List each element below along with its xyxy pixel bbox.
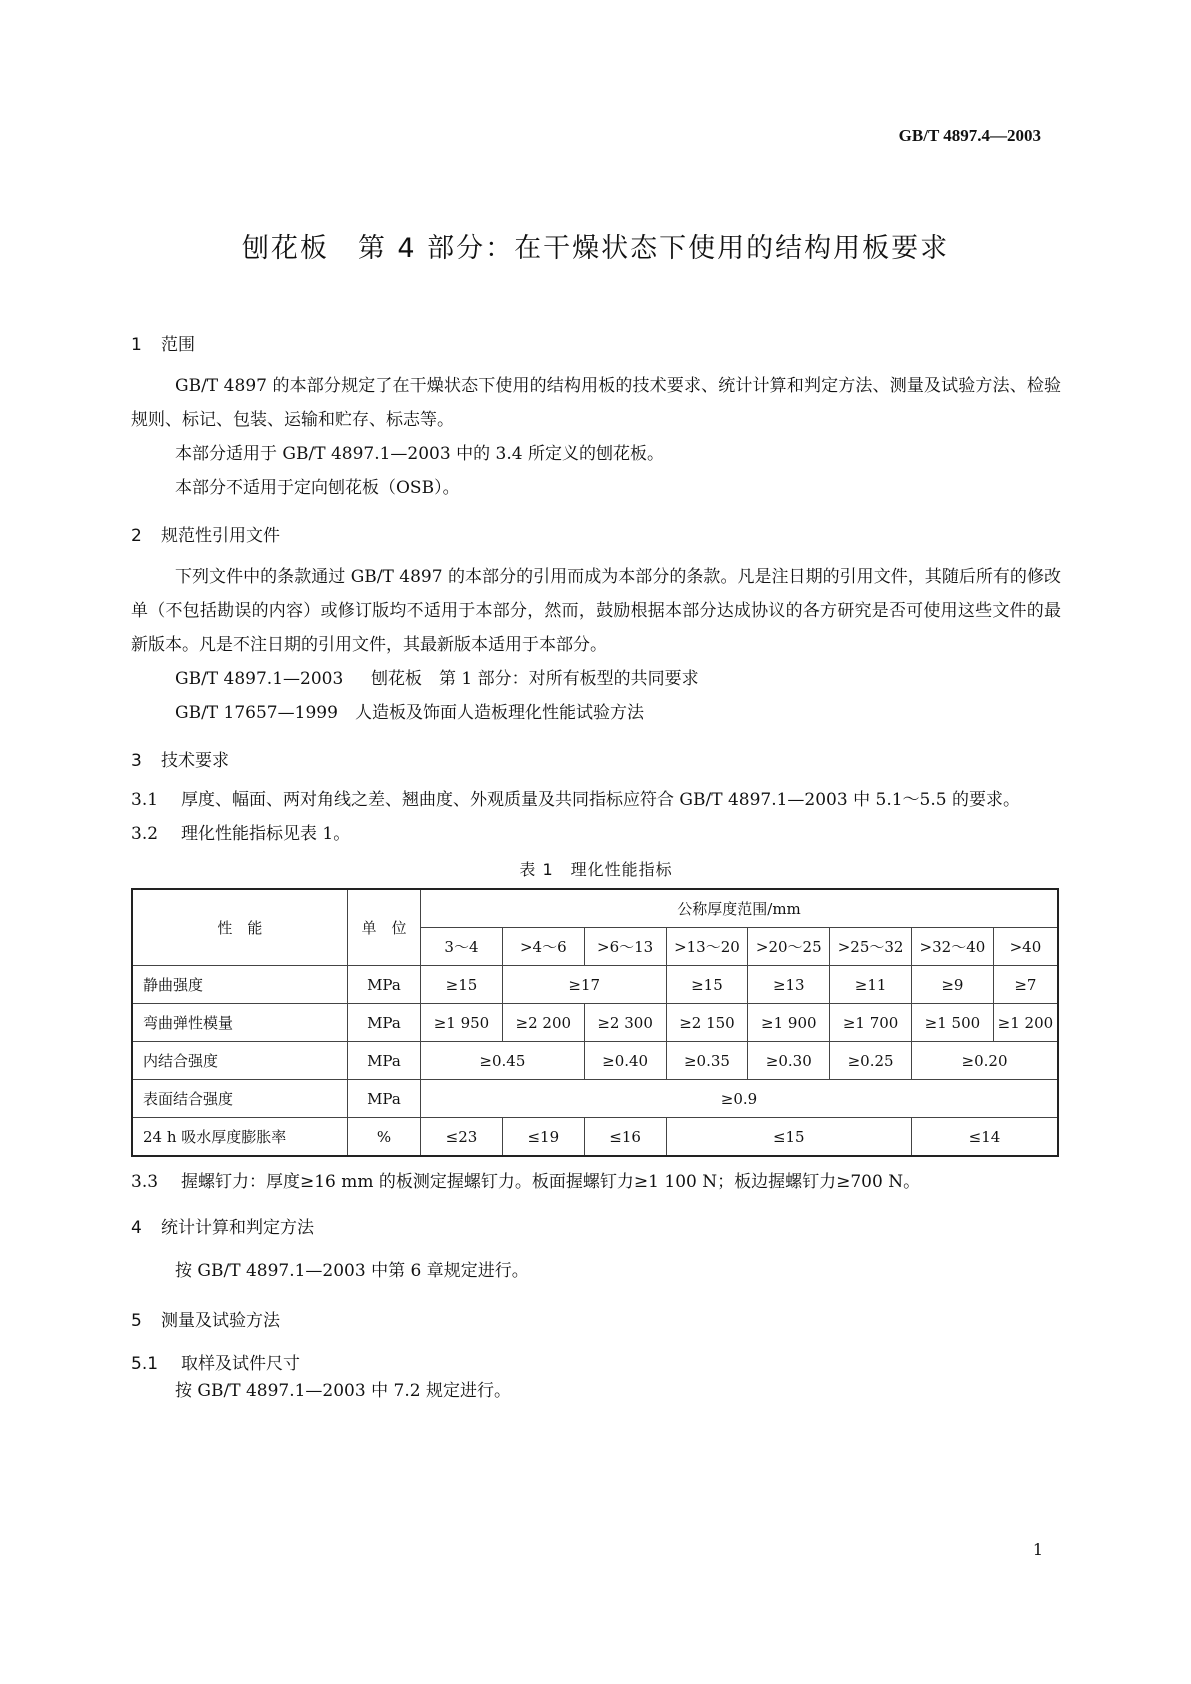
value-cell: ≥0.9 — [421, 1080, 1058, 1118]
table-row — [132, 1042, 1058, 1080]
reference-title: 人造板及饰面人造板理化性能试验方法 — [355, 703, 644, 723]
reference-code: GB/T 4897.1—2003 — [175, 669, 344, 689]
value-cell: ≥7 — [993, 966, 1058, 1004]
value-cell: ≥15 — [666, 966, 748, 1004]
value-cell: ≥1 950 — [421, 1004, 503, 1042]
value-cell: ≥2 200 — [502, 1004, 584, 1042]
section-number: 4 — [131, 1218, 142, 1238]
row-property: 24 h 吸水厚度膨胀率 — [132, 1118, 347, 1157]
section-heading-1 — [131, 330, 1061, 355]
value-cell: ≥0.45 — [421, 1042, 585, 1080]
section-heading-3 — [131, 746, 1061, 771]
value-cell: ≥0.20 — [912, 1042, 1058, 1080]
row-property: 内结合强度 — [132, 1042, 347, 1080]
section-heading-5 — [131, 1306, 1061, 1331]
paragraph: 本部分适用于 GB/T 4897.1—2003 中的 3.4 所定义的刨花板。 — [175, 444, 664, 464]
row-property: 弯曲弹性模量 — [132, 1004, 347, 1042]
range-cell: >40 — [993, 928, 1058, 966]
value-cell: ≥1 500 — [912, 1004, 994, 1042]
paragraph: 本部分不适用于定向刨花板（OSB）。 — [175, 478, 460, 498]
table-header-row — [132, 889, 1058, 928]
row-unit: MPa — [347, 966, 420, 1004]
value-cell: ≥0.25 — [830, 1042, 912, 1080]
value-cell: ≥2 150 — [666, 1004, 748, 1042]
clause-text: 握螺钉力：厚度≥16 mm 的板测定握螺钉力。板面握螺钉力≥1 100 N；板边握螺钉力≥700 N。 — [181, 1172, 921, 1192]
section-heading-4 — [131, 1213, 1061, 1238]
range-cell: >25～32 — [830, 928, 912, 966]
range-cell: >6～13 — [584, 928, 666, 966]
row-property: 表面结合强度 — [132, 1080, 347, 1118]
reference-title: 刨花板 第 1 部分：对所有板型的共同要求 — [371, 669, 699, 689]
document-title: 刨花板 第 4 部分：在干燥状态下使用的结构用板要求 — [241, 233, 950, 264]
section-number: 2 — [131, 526, 142, 546]
row-unit: MPa — [347, 1042, 420, 1080]
range-cell: >4～6 — [502, 928, 584, 966]
range-cell: >13～20 — [666, 928, 748, 966]
range-cell: 3～4 — [421, 928, 503, 966]
clause-number: 3.2 — [131, 824, 159, 844]
subsection-number: 5.1 — [131, 1354, 159, 1374]
section-number: 5 — [131, 1311, 142, 1331]
table-row — [132, 1080, 1058, 1118]
value-cell: ≥15 — [421, 966, 503, 1004]
range-cell: >20～25 — [748, 928, 830, 966]
value-cell: ≥9 — [912, 966, 994, 1004]
section-title: 技术要求 — [161, 751, 229, 771]
value-cell: ≥17 — [502, 966, 666, 1004]
clause-number: 3.1 — [131, 790, 159, 810]
header-unit: 单 位 — [347, 889, 420, 966]
section-title: 规范性引用文件 — [161, 526, 280, 546]
value-cell: ≥0.40 — [584, 1042, 666, 1080]
section-number: 3 — [131, 751, 142, 771]
value-cell: ≥0.35 — [666, 1042, 748, 1080]
range-cell: >32～40 — [912, 928, 994, 966]
value-cell: ≥11 — [830, 966, 912, 1004]
clause-3-3 — [131, 1165, 1061, 1199]
table-row — [132, 1118, 1058, 1157]
value-cell: ≥1 700 — [830, 1004, 912, 1042]
row-unit: MPa — [347, 1004, 420, 1042]
paragraph: 按 GB/T 4897.1—2003 中第 6 章规定进行。 — [175, 1261, 529, 1281]
clause-text: 厚度、幅面、两对角线之差、翘曲度、外观质量及共同指标应符合 GB/T 4897.1—2003 中 5.1～5.5 的要求。 — [181, 790, 1020, 810]
value-cell: ≥13 — [748, 966, 830, 1004]
paragraph: GB/T 4897 的本部分规定了在干燥状态下使用的结构用板的技术要求、统计计算和判定方法、测量及试验方法、检验规则、标记、包装、运输和贮存、标志等。 — [131, 376, 1061, 430]
reference-code: GB/T 17657—1999 — [175, 703, 338, 723]
value-cell: ≥0.30 — [748, 1042, 830, 1080]
value-cell: ≤16 — [584, 1118, 666, 1157]
reference-item — [131, 696, 1061, 730]
clause-3-1 — [131, 783, 1061, 817]
value-cell: ≥1 900 — [748, 1004, 830, 1042]
section-heading-2 — [131, 521, 1061, 546]
table-row — [132, 966, 1058, 1004]
paragraph: 按 GB/T 4897.1—2003 中 7.2 规定进行。 — [175, 1381, 511, 1401]
row-unit: MPa — [347, 1080, 420, 1118]
subsection-heading-5-1 — [131, 1349, 1061, 1374]
table-row — [132, 1004, 1058, 1042]
section-title: 统计计算和判定方法 — [161, 1218, 314, 1238]
value-cell: ≥1 200 — [993, 1004, 1058, 1042]
clause-text: 理化性能指标见表 1。 — [181, 824, 351, 844]
document-body — [131, 330, 1061, 1408]
section-title: 范围 — [161, 335, 195, 355]
reference-item — [131, 662, 1061, 696]
row-unit: % — [347, 1118, 420, 1157]
value-cell: ≤15 — [666, 1118, 911, 1157]
paragraph: 下列文件中的条款通过 GB/T 4897 的本部分的引用而成为本部分的条款。凡是注日期的引用文件，其随后所有的修改单（不包括勘误的内容）或修订版均不适用于本部分，然而，鼓励根据本部分达成协议的各方研究是否可使用这些文件的最新版本。凡是不注日期的引用文件，其最新版本适用于本部分。 — [131, 567, 1061, 655]
standard-code: GB/T 4897.4—2003 — [898, 126, 1041, 145]
section-number: 1 — [131, 335, 142, 355]
row-property: 静曲强度 — [132, 966, 347, 1004]
page-number: 1 — [1032, 1540, 1043, 1559]
section-title: 测量及试验方法 — [161, 1311, 280, 1331]
value-cell: ≤19 — [502, 1118, 584, 1157]
value-cell: ≤23 — [421, 1118, 503, 1157]
clause-number: 3.3 — [131, 1172, 159, 1192]
table-caption: 表 1 理化性能指标 — [519, 860, 673, 879]
value-cell: ≥2 300 — [584, 1004, 666, 1042]
subsection-title: 取样及试件尺寸 — [181, 1354, 300, 1374]
value-cell: ≤14 — [912, 1118, 1058, 1157]
header-thickness-range: 公称厚度范围/mm — [421, 889, 1058, 928]
clause-3-2 — [131, 817, 1061, 851]
properties-table — [131, 888, 1059, 1157]
header-property: 性 能 — [132, 889, 347, 966]
